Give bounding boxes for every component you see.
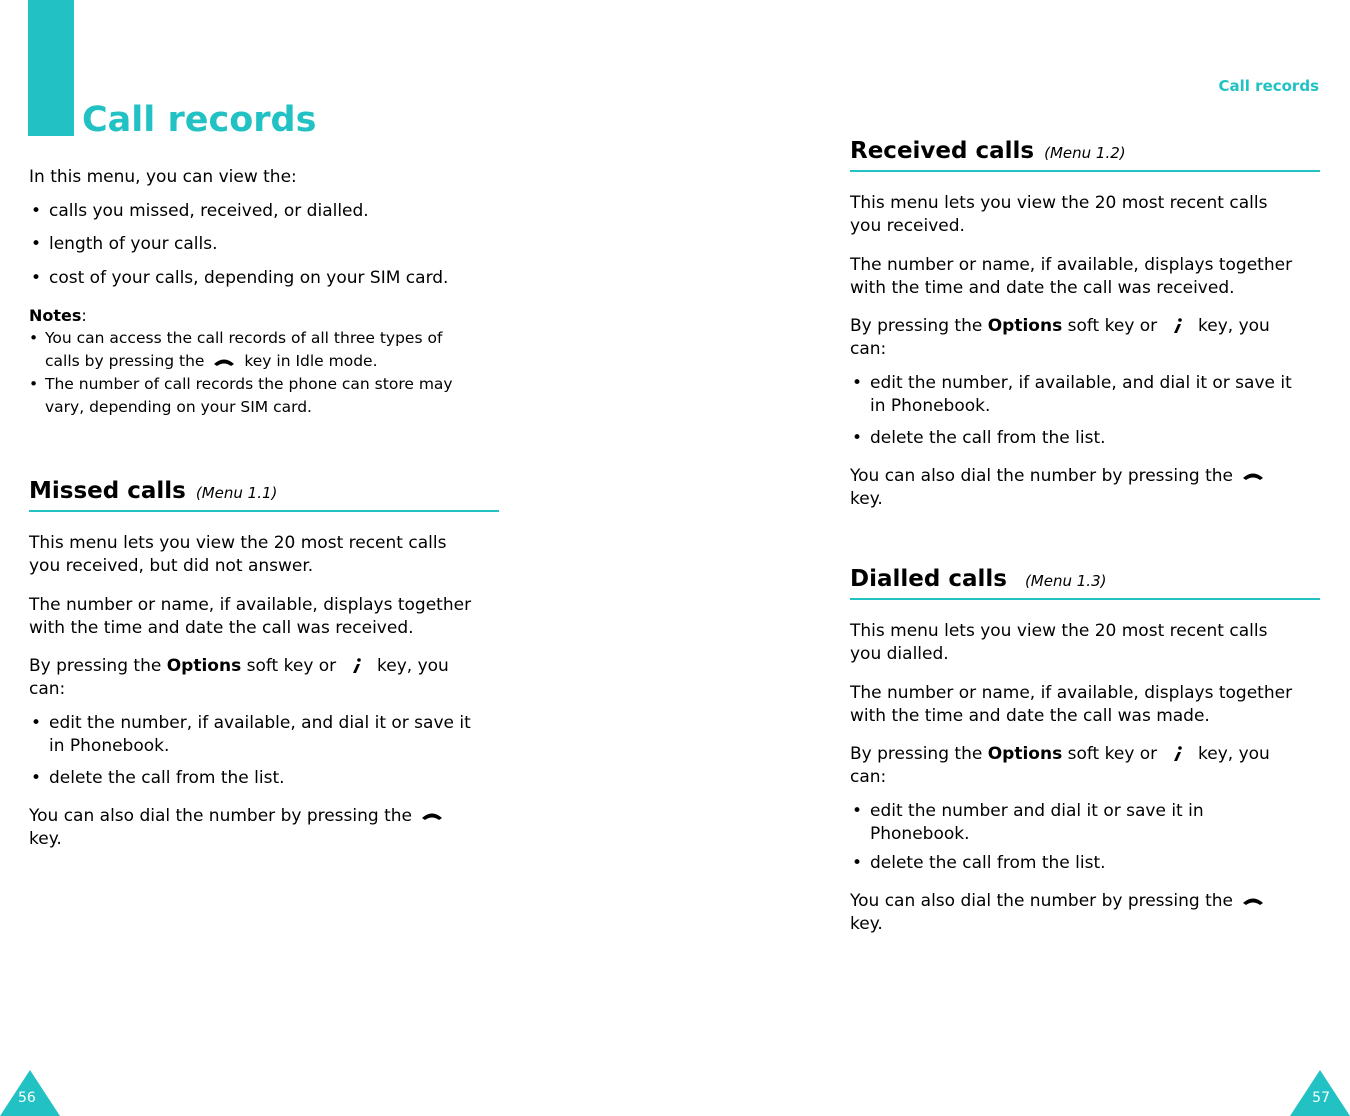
page-number-left: 56 xyxy=(18,1090,36,1106)
chapter-title: Call records xyxy=(82,100,317,140)
chapter-title-bar xyxy=(28,0,74,136)
info-key-icon xyxy=(1163,317,1193,335)
paragraph: This menu lets you view the 20 most recent calls you received, but did not answer. xyxy=(29,533,447,576)
paragraph: This menu lets you view the 20 most recent calls you dialled. xyxy=(850,621,1268,664)
left-column xyxy=(29,166,504,419)
paragraph: By pressing the Options soft key or key, you can: xyxy=(850,316,1270,359)
intro-bullet: • calls you missed, received, or dialled. xyxy=(31,201,369,221)
dialled-calls-section xyxy=(850,568,1320,936)
section-heading: Dialled calls (Menu 1.3) xyxy=(850,568,1320,600)
send-key-icon xyxy=(209,353,239,371)
paragraph: This menu lets you view the 20 most recent calls you received. xyxy=(850,193,1268,236)
info-key-icon xyxy=(1163,745,1193,763)
received-calls-section xyxy=(850,140,1320,511)
intro-text: In this menu, you can view the: xyxy=(29,167,297,187)
list-item: • edit the number and dial it or save it in Phonebook. xyxy=(852,801,1204,844)
section-heading: Missed calls (Menu 1.1) xyxy=(29,480,499,512)
page-number-right: 57 xyxy=(1312,1090,1330,1106)
paragraph: The number or name, if available, displays together with the time and date the call was received. xyxy=(29,595,472,638)
running-head: Call records xyxy=(1218,77,1319,95)
list-item: • delete the call from the list. xyxy=(31,768,285,788)
list-item: • delete the call from the list. xyxy=(852,428,1106,448)
section-heading: Received calls (Menu 1.2) xyxy=(850,140,1320,172)
list-item: • edit the number, if available, and dial it or save it in Phonebook. xyxy=(852,373,1292,416)
paragraph: The number or name, if available, displays together with the time and date the call was made. xyxy=(850,683,1293,726)
send-key-icon xyxy=(1238,467,1268,485)
notes-block: Notes: • You can access the call records of all three types of calls by pressing the key in Idle mode. • The number of call records the phone can store may vary, depending on your SIM card. xyxy=(29,304,504,419)
note-item: • You can access the call records of all three types of calls by pressing the key in Idle mode. xyxy=(29,329,443,370)
paragraph: You can also dial the number by pressing the key. xyxy=(850,890,1320,936)
list-item: • edit the number, if available, and dial it or save it in Phonebook. xyxy=(31,713,471,756)
send-key-icon xyxy=(417,807,447,825)
paragraph: By pressing the Options soft key or key, you can: xyxy=(29,656,449,699)
paragraph: You can also dial the number by pressing the key. xyxy=(29,805,499,851)
info-key-icon xyxy=(342,657,372,675)
send-key-icon xyxy=(1238,892,1268,910)
notes-label: Notes xyxy=(29,306,82,325)
paragraph: You can also dial the number by pressing the key. xyxy=(850,465,1320,511)
missed-calls-section xyxy=(29,480,499,851)
paragraph: The number or name, if available, displays together with the time and date the call was received. xyxy=(850,255,1293,298)
intro-bullet: • cost of your calls, depending on your SIM card. xyxy=(31,268,449,288)
note-item: • The number of call records the phone can store may vary, depending on your SIM card. xyxy=(29,375,453,416)
intro-bullet: • length of your calls. xyxy=(31,234,218,254)
paragraph: By pressing the Options soft key or key, you can: xyxy=(850,744,1270,787)
list-item: • delete the call from the list. xyxy=(852,853,1106,873)
